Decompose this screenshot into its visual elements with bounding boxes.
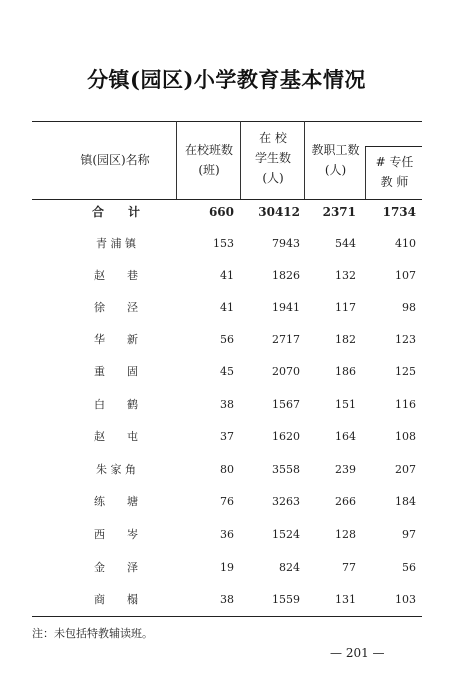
header-teachers: [367, 152, 422, 192]
row-name: 重 固: [94, 365, 138, 378]
row-students: 1567: [272, 398, 300, 411]
row-students: 1559: [272, 593, 300, 606]
header-bottom-rule: [32, 199, 422, 200]
row-teachers: 123: [395, 333, 416, 346]
row-teachers: 184: [395, 495, 416, 508]
row-name: 西 岑: [94, 528, 138, 541]
row-classes: 45: [220, 365, 234, 378]
header-students-line-1: 在 校: [259, 131, 287, 145]
row-name: 练 塘: [94, 495, 138, 508]
header-classes: [178, 140, 240, 180]
row-teachers: 98: [402, 301, 416, 314]
row-students: 1826: [272, 269, 300, 282]
row-staff: 544: [335, 237, 356, 250]
row-students: 3558: [272, 463, 300, 476]
row-name: 华 新: [94, 333, 138, 346]
row-classes: 37: [220, 430, 234, 443]
row-staff: 186: [335, 365, 356, 378]
table-bottom-rule: [32, 616, 422, 617]
header-sub-rule: [365, 146, 422, 147]
row-classes: 38: [220, 398, 234, 411]
row-staff: 164: [335, 430, 356, 443]
header-name: 镇(园区)名称: [80, 153, 150, 167]
header-teachers-line-1: # 专任: [375, 155, 414, 169]
row-staff: 132: [335, 269, 356, 282]
header-students-line-3: (人): [262, 171, 284, 185]
row-students: 1620: [272, 430, 300, 443]
row-name: 朱 家 角: [96, 463, 136, 476]
row-teachers: 410: [395, 237, 416, 250]
row-name: 徐 泾: [94, 301, 138, 314]
row-students: 2070: [272, 365, 300, 378]
row-classes: 41: [220, 301, 234, 314]
row-students: 1941: [272, 301, 300, 314]
header-staff-line-2: (人): [324, 163, 347, 177]
header-staff: [306, 140, 365, 180]
header-students: [242, 128, 304, 188]
table-top-rule: [32, 121, 422, 122]
row-teachers: 56: [402, 561, 416, 574]
row-staff: 151: [335, 398, 356, 411]
row-teachers: 1734: [382, 205, 416, 219]
row-staff: 128: [335, 528, 356, 541]
row-students: 30412: [258, 205, 300, 219]
row-name: 赵 巷: [94, 269, 138, 282]
header-divider-1: [176, 121, 177, 199]
row-students: 2717: [272, 333, 300, 346]
row-teachers: 103: [395, 593, 416, 606]
header-divider-3: [304, 121, 305, 199]
header-divider-4: [365, 146, 366, 199]
row-name: 商 榻: [94, 593, 138, 606]
row-teachers: 207: [395, 463, 416, 476]
row-staff: 2371: [322, 205, 356, 219]
row-name: 青 浦 镇: [96, 237, 136, 250]
row-name: 赵 屯: [94, 430, 138, 443]
row-teachers: 107: [395, 269, 416, 282]
header-classes-line-1: 在校班数: [184, 143, 233, 157]
row-classes: 660: [208, 205, 234, 219]
header-students-line-2: 学生数: [254, 151, 291, 165]
row-staff: 182: [335, 333, 356, 346]
row-name: 白 鹤: [94, 398, 138, 411]
row-name: 金 泽: [94, 561, 138, 574]
header-teachers-line-2: 教 师: [380, 175, 409, 189]
row-classes: 80: [220, 463, 234, 476]
row-classes: 41: [220, 269, 234, 282]
row-teachers: 125: [395, 365, 416, 378]
row-students: 824: [279, 561, 300, 574]
row-name: 合 计: [91, 205, 140, 219]
row-classes: 36: [220, 528, 234, 541]
row-classes: 38: [220, 593, 234, 606]
row-teachers: 97: [402, 528, 416, 541]
page-title: 分镇(园区)小学教育基本情况: [87, 67, 366, 92]
row-staff: 117: [335, 301, 356, 314]
header-divider-2: [240, 121, 241, 199]
row-teachers: 108: [395, 430, 416, 443]
header-classes-line-2: (班): [198, 163, 220, 177]
row-classes: 19: [220, 561, 234, 574]
footnote: 注：未包括特教辅读班。: [32, 627, 153, 640]
page-number: — 201 —: [330, 646, 385, 660]
header-staff-line-1: 教职工数: [311, 143, 360, 157]
row-staff: 131: [335, 593, 356, 606]
row-teachers: 116: [395, 398, 416, 411]
row-students: 1524: [272, 528, 300, 541]
row-staff: 266: [335, 495, 356, 508]
row-staff: 77: [342, 561, 356, 574]
row-staff: 239: [335, 463, 356, 476]
row-students: 3263: [272, 495, 300, 508]
row-students: 7943: [272, 237, 300, 250]
row-classes: 76: [220, 495, 234, 508]
row-classes: 56: [220, 333, 234, 346]
row-classes: 153: [213, 237, 234, 250]
